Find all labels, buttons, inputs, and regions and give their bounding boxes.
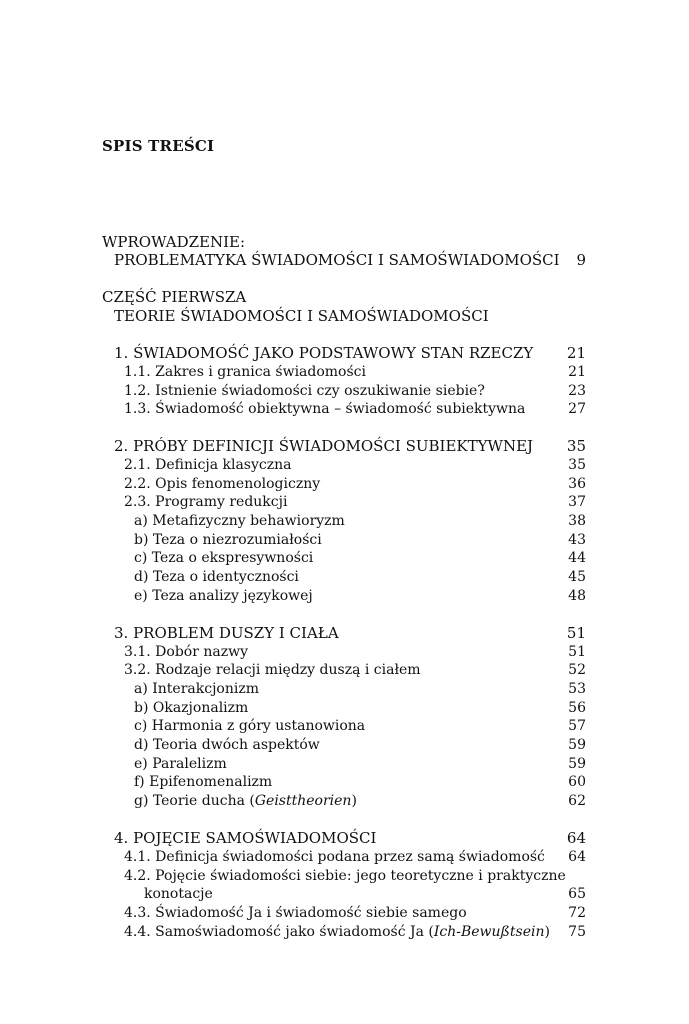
toc-page-number: 75	[568, 924, 586, 940]
toc-chapter-3[interactable]	[114, 624, 586, 642]
toc-entry-title: 2. PRÓBY DEFINICJI ŚWIADOMOŚCI SUBIEKTYWNEJ	[114, 437, 534, 455]
toc-page-number: 64	[568, 849, 586, 865]
toc-entry-title: 1. ŚWIADOMOŚĆ JAKO PODSTAWOWY STAN RZECZY	[114, 344, 534, 362]
toc-chapter-1[interactable]	[114, 344, 586, 362]
toc-intro-label: WPROWADZENIE:	[102, 233, 246, 251]
toc-entry-title: b) Okazjonalizm	[134, 700, 249, 716]
toc-section[interactable]	[124, 923, 586, 941]
toc-entry-title: 3. PROBLEM DUSZY I CIAŁA	[114, 624, 339, 642]
toc-page-number: 59	[568, 756, 586, 772]
toc-part-label: CZĘŚĆ PIERWSZA	[102, 288, 247, 306]
toc-entry-title: a) Metafizyczny behawioryzm	[134, 513, 345, 529]
toc-subsection[interactable]	[134, 512, 586, 530]
toc-entry-title: 4. POJĘCIE SAMOŚWIADOMOŚCI	[114, 829, 377, 847]
toc-subsection[interactable]	[134, 680, 586, 698]
toc-entry-title: a) Interakcjonizm	[134, 681, 259, 697]
toc-page-number: 65	[568, 886, 586, 902]
toc-page-number: 51	[568, 644, 586, 660]
toc-subsection[interactable]	[134, 717, 586, 735]
toc-page-number: 59	[568, 737, 586, 753]
toc-page-number: 27	[568, 401, 586, 417]
toc-section[interactable]	[124, 661, 586, 679]
toc-entry-title: konotacje	[144, 886, 213, 902]
toc-section[interactable]	[124, 382, 586, 400]
toc-section[interactable]	[124, 400, 586, 418]
toc-subsection[interactable]	[134, 568, 586, 586]
toc-page-number: 44	[568, 550, 586, 566]
toc-entry-title: c) Teza o ekspresywności	[134, 550, 314, 566]
toc-page-number: 52	[568, 662, 586, 678]
toc-subsection[interactable]	[134, 549, 586, 567]
toc-page-number: 35	[566, 437, 586, 455]
toc-page-number: 56	[568, 700, 586, 716]
toc-section-continued[interactable]	[144, 885, 586, 903]
toc-page-number: 48	[568, 588, 586, 604]
toc-entry-title: 4.3. Świadomość Ja i świadomość siebie samego	[124, 905, 467, 921]
toc-entry-title: 4.1. Definicja świadomości podana przez samą świadomość	[124, 849, 545, 865]
toc-entry-title: 4.4. Samoświadomość jako świadomość Ja (Ich-Bewußtsein)	[124, 924, 550, 940]
toc-chapter-4[interactable]	[114, 829, 586, 847]
toc-entry-title: 2.1. Definicja klasyczna	[124, 457, 292, 473]
page-title: SPIS TREŚCI	[102, 137, 215, 155]
toc-page-number: 9	[576, 251, 586, 269]
toc-entry-title: d) Teza o identyczności	[134, 569, 299, 585]
toc-intro-title[interactable]	[114, 251, 586, 269]
toc-chapter-2[interactable]	[114, 437, 586, 455]
toc-page-number: 45	[568, 569, 586, 585]
toc-page-number: 72	[568, 905, 586, 921]
toc-subsection[interactable]	[134, 755, 586, 773]
toc-section[interactable]	[124, 475, 586, 493]
toc-subsection[interactable]	[134, 699, 586, 717]
toc-entry-title: b) Teza o niezrozumiałości	[134, 532, 322, 548]
toc-entry-title: PROBLEMATYKA ŚWIADOMOŚCI I SAMOŚWIADOMOŚCI	[114, 251, 560, 269]
toc-entry-title: 4.2. Pojęcie świadomości siebie: jego teoretyczne i praktyczne	[124, 868, 566, 884]
toc-subsection[interactable]	[134, 587, 586, 605]
toc-page-number: 64	[566, 829, 586, 847]
toc-part-title: TEORIE ŚWIADOMOŚCI I SAMOŚWIADOMOŚCI	[114, 307, 489, 325]
toc-section[interactable]	[124, 904, 586, 922]
toc-entry-title: g) Teorie ducha (Geisttheorien)	[134, 793, 357, 809]
toc-entry-title: 2.2. Opis fenomenologiczny	[124, 476, 321, 492]
toc-page-number: 21	[568, 364, 586, 380]
toc-subsection[interactable]	[134, 531, 586, 549]
toc-page-number: 21	[566, 344, 586, 362]
toc-section[interactable]	[124, 456, 586, 474]
toc-entry-title: d) Teoria dwóch aspektów	[134, 737, 320, 753]
toc-page-number: 62	[568, 793, 586, 809]
toc-page-number: 23	[568, 383, 586, 399]
toc-entry-title: 1.2. Istnienie świadomości czy oszukiwanie siebie?	[124, 383, 485, 399]
toc-subsection[interactable]	[134, 792, 586, 810]
toc-subsection[interactable]	[134, 773, 586, 791]
toc-section[interactable]	[124, 493, 586, 511]
toc-entry-title: e) Paralelizm	[134, 756, 227, 772]
toc-page-number: 51	[566, 624, 586, 642]
toc-entry-title: 1.1. Zakres i granica świadomości	[124, 364, 366, 380]
toc-entry-title: 3.2. Rodzaje relacji między duszą i ciałem	[124, 662, 421, 678]
toc-subsection[interactable]	[134, 736, 586, 754]
toc-entry-title: c) Harmonia z góry ustanowiona	[134, 718, 366, 734]
toc-section[interactable]	[124, 643, 586, 661]
toc-page-number: 37	[568, 494, 586, 510]
toc-page-number: 35	[568, 457, 586, 473]
toc-entry-title: 3.1. Dobór nazwy	[124, 644, 248, 660]
toc-entry-title: 2.3. Programy redukcji	[124, 494, 288, 510]
toc-page-number: 38	[568, 513, 586, 529]
toc-page-number: 53	[568, 681, 586, 697]
toc-section[interactable]	[124, 363, 586, 381]
toc-section[interactable]	[124, 867, 586, 885]
toc-page-number: 57	[568, 718, 586, 734]
toc-section[interactable]	[124, 848, 586, 866]
toc-page-number: 60	[568, 774, 586, 790]
toc-page-number: 36	[568, 476, 586, 492]
toc-entry-title: 1.3. Świadomość obiektywna – świadomość subiektywna	[124, 401, 526, 417]
toc-entry-title: f) Epifenomenalizm	[134, 774, 273, 790]
toc-entry-title: e) Teza analizy językowej	[134, 588, 313, 604]
toc-page-number: 43	[568, 532, 586, 548]
